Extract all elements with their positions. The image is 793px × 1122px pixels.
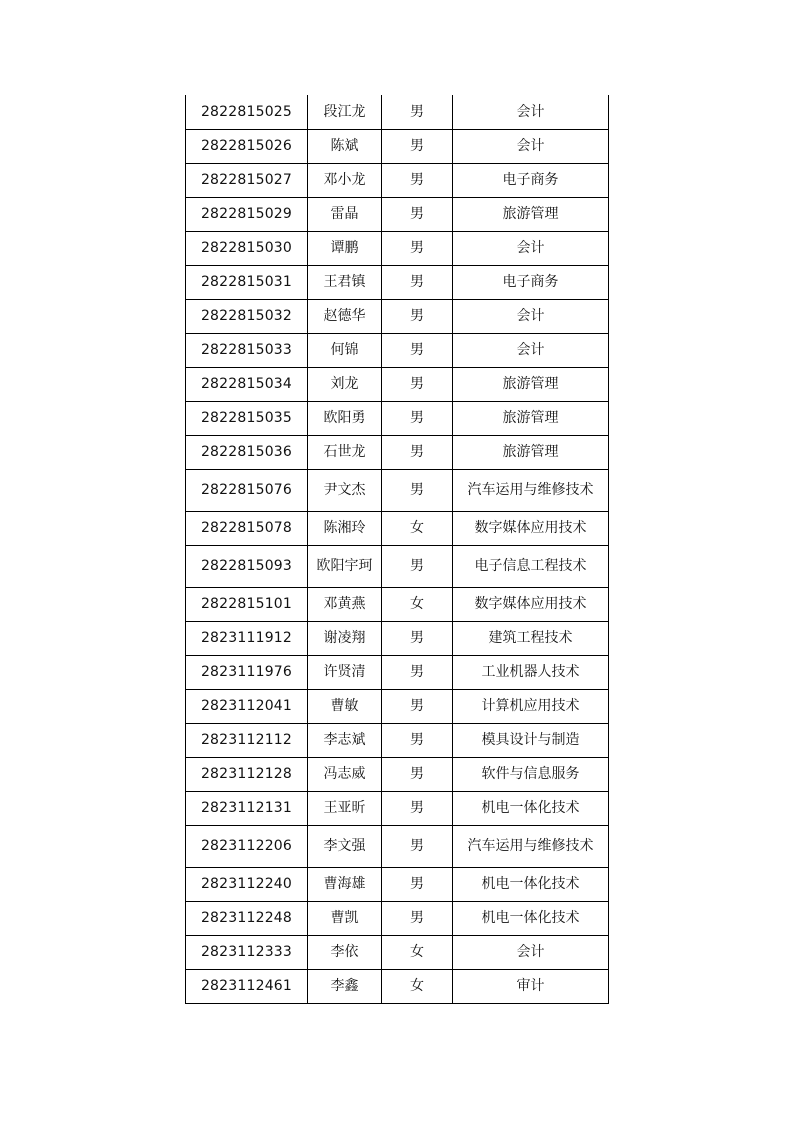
student-id-cell: 2822815078	[186, 511, 308, 545]
student-name-cell: 何锦	[308, 333, 382, 367]
major-cell: 旅游管理	[453, 435, 609, 469]
table-row	[186, 367, 609, 401]
student-id-cell: 2822815031	[186, 265, 308, 299]
gender-cell: 男	[382, 689, 453, 723]
student-name-cell: 曹凯	[308, 901, 382, 935]
table-row	[186, 757, 609, 791]
gender-cell: 男	[382, 367, 453, 401]
student-id-cell: 2822815030	[186, 231, 308, 265]
gender-cell: 男	[382, 825, 453, 867]
gender-cell: 女	[382, 587, 453, 621]
student-name-cell: 雷晶	[308, 197, 382, 231]
table-row	[186, 969, 609, 1003]
student-id-cell: 2823112461	[186, 969, 308, 1003]
table-row	[186, 935, 609, 969]
student-name-cell: 刘龙	[308, 367, 382, 401]
major-cell: 软件与信息服务	[453, 757, 609, 791]
student-name-cell: 曹敏	[308, 689, 382, 723]
table-row	[186, 299, 609, 333]
table-row	[186, 791, 609, 825]
student-name-cell: 李依	[308, 935, 382, 969]
student-id-cell: 2822815027	[186, 163, 308, 197]
student-name-cell: 谭鹏	[308, 231, 382, 265]
gender-cell: 男	[382, 621, 453, 655]
major-cell: 会计	[453, 333, 609, 367]
student-name-cell: 欧阳勇	[308, 401, 382, 435]
gender-cell: 男	[382, 265, 453, 299]
gender-cell: 男	[382, 299, 453, 333]
table-row	[186, 265, 609, 299]
table-row	[186, 655, 609, 689]
student-id-cell: 2822815029	[186, 197, 308, 231]
gender-cell: 男	[382, 901, 453, 935]
roster-body	[186, 95, 609, 1003]
major-cell: 工业机器人技术	[453, 655, 609, 689]
major-cell: 数字媒体应用技术	[453, 511, 609, 545]
table-row	[186, 129, 609, 163]
student-name-cell: 曹海雄	[308, 867, 382, 901]
student-name-cell: 赵德华	[308, 299, 382, 333]
major-cell: 机电一体化技术	[453, 867, 609, 901]
gender-cell: 女	[382, 969, 453, 1003]
gender-cell: 女	[382, 511, 453, 545]
table-row	[186, 401, 609, 435]
major-cell: 机电一体化技术	[453, 901, 609, 935]
gender-cell: 男	[382, 545, 453, 587]
student-id-cell: 2822815034	[186, 367, 308, 401]
table-row	[186, 333, 609, 367]
gender-cell: 男	[382, 333, 453, 367]
table-row	[186, 825, 609, 867]
major-cell: 计算机应用技术	[453, 689, 609, 723]
student-name-cell: 王亚昕	[308, 791, 382, 825]
student-name-cell: 邓黄燕	[308, 587, 382, 621]
gender-cell: 男	[382, 757, 453, 791]
gender-cell: 男	[382, 163, 453, 197]
student-id-cell: 2822815036	[186, 435, 308, 469]
major-cell: 会计	[453, 299, 609, 333]
major-cell: 建筑工程技术	[453, 621, 609, 655]
major-cell: 汽车运用与维修技术	[453, 469, 609, 511]
student-roster-table	[185, 95, 609, 1004]
major-cell: 会计	[453, 95, 609, 129]
student-id-cell: 2822815033	[186, 333, 308, 367]
student-id-cell: 2822815076	[186, 469, 308, 511]
student-id-cell: 2823111976	[186, 655, 308, 689]
student-name-cell: 石世龙	[308, 435, 382, 469]
major-cell: 会计	[453, 129, 609, 163]
major-cell: 电子商务	[453, 265, 609, 299]
student-name-cell: 许贤清	[308, 655, 382, 689]
student-id-cell: 2822815101	[186, 587, 308, 621]
student-id-cell: 2823112041	[186, 689, 308, 723]
gender-cell: 男	[382, 435, 453, 469]
student-id-cell: 2823112112	[186, 723, 308, 757]
table-row	[186, 511, 609, 545]
table-row	[186, 545, 609, 587]
gender-cell: 男	[382, 197, 453, 231]
student-name-cell: 王君镇	[308, 265, 382, 299]
student-id-cell: 2822815032	[186, 299, 308, 333]
table-row	[186, 197, 609, 231]
major-cell: 模具设计与制造	[453, 723, 609, 757]
gender-cell: 男	[382, 129, 453, 163]
major-cell: 汽车运用与维修技术	[453, 825, 609, 867]
student-id-cell: 2822815035	[186, 401, 308, 435]
gender-cell: 男	[382, 231, 453, 265]
student-id-cell: 2822815026	[186, 129, 308, 163]
table-row	[186, 231, 609, 265]
major-cell: 会计	[453, 935, 609, 969]
major-cell: 旅游管理	[453, 197, 609, 231]
gender-cell: 女	[382, 935, 453, 969]
student-name-cell: 李鑫	[308, 969, 382, 1003]
major-cell: 旅游管理	[453, 401, 609, 435]
student-id-cell: 2823112333	[186, 935, 308, 969]
student-id-cell: 2822815025	[186, 95, 308, 129]
student-id-cell: 2823112240	[186, 867, 308, 901]
student-name-cell: 尹文杰	[308, 469, 382, 511]
student-name-cell: 李文强	[308, 825, 382, 867]
student-name-cell: 陈斌	[308, 129, 382, 163]
gender-cell: 男	[382, 95, 453, 129]
major-cell: 旅游管理	[453, 367, 609, 401]
major-cell: 电子商务	[453, 163, 609, 197]
gender-cell: 男	[382, 401, 453, 435]
student-name-cell: 冯志威	[308, 757, 382, 791]
student-name-cell: 段江龙	[308, 95, 382, 129]
gender-cell: 男	[382, 655, 453, 689]
student-id-cell: 2823111912	[186, 621, 308, 655]
gender-cell: 男	[382, 791, 453, 825]
table-row	[186, 621, 609, 655]
major-cell: 电子信息工程技术	[453, 545, 609, 587]
table-row	[186, 901, 609, 935]
student-id-cell: 2823112248	[186, 901, 308, 935]
table-row	[186, 867, 609, 901]
table-row	[186, 469, 609, 511]
student-name-cell: 邓小龙	[308, 163, 382, 197]
student-id-cell: 2823112206	[186, 825, 308, 867]
student-name-cell: 陈湘玲	[308, 511, 382, 545]
major-cell: 审计	[453, 969, 609, 1003]
major-cell: 数字媒体应用技术	[453, 587, 609, 621]
student-name-cell: 李志斌	[308, 723, 382, 757]
gender-cell: 男	[382, 469, 453, 511]
student-id-cell: 2823112128	[186, 757, 308, 791]
student-name-cell: 欧阳宇珂	[308, 545, 382, 587]
gender-cell: 男	[382, 867, 453, 901]
table-row	[186, 723, 609, 757]
gender-cell: 男	[382, 723, 453, 757]
student-name-cell: 谢凌翔	[308, 621, 382, 655]
table-row	[186, 689, 609, 723]
table-row	[186, 435, 609, 469]
student-id-cell: 2822815093	[186, 545, 308, 587]
major-cell: 机电一体化技术	[453, 791, 609, 825]
table-row	[186, 163, 609, 197]
major-cell: 会计	[453, 231, 609, 265]
table-row	[186, 95, 609, 129]
table-row	[186, 587, 609, 621]
student-id-cell: 2823112131	[186, 791, 308, 825]
